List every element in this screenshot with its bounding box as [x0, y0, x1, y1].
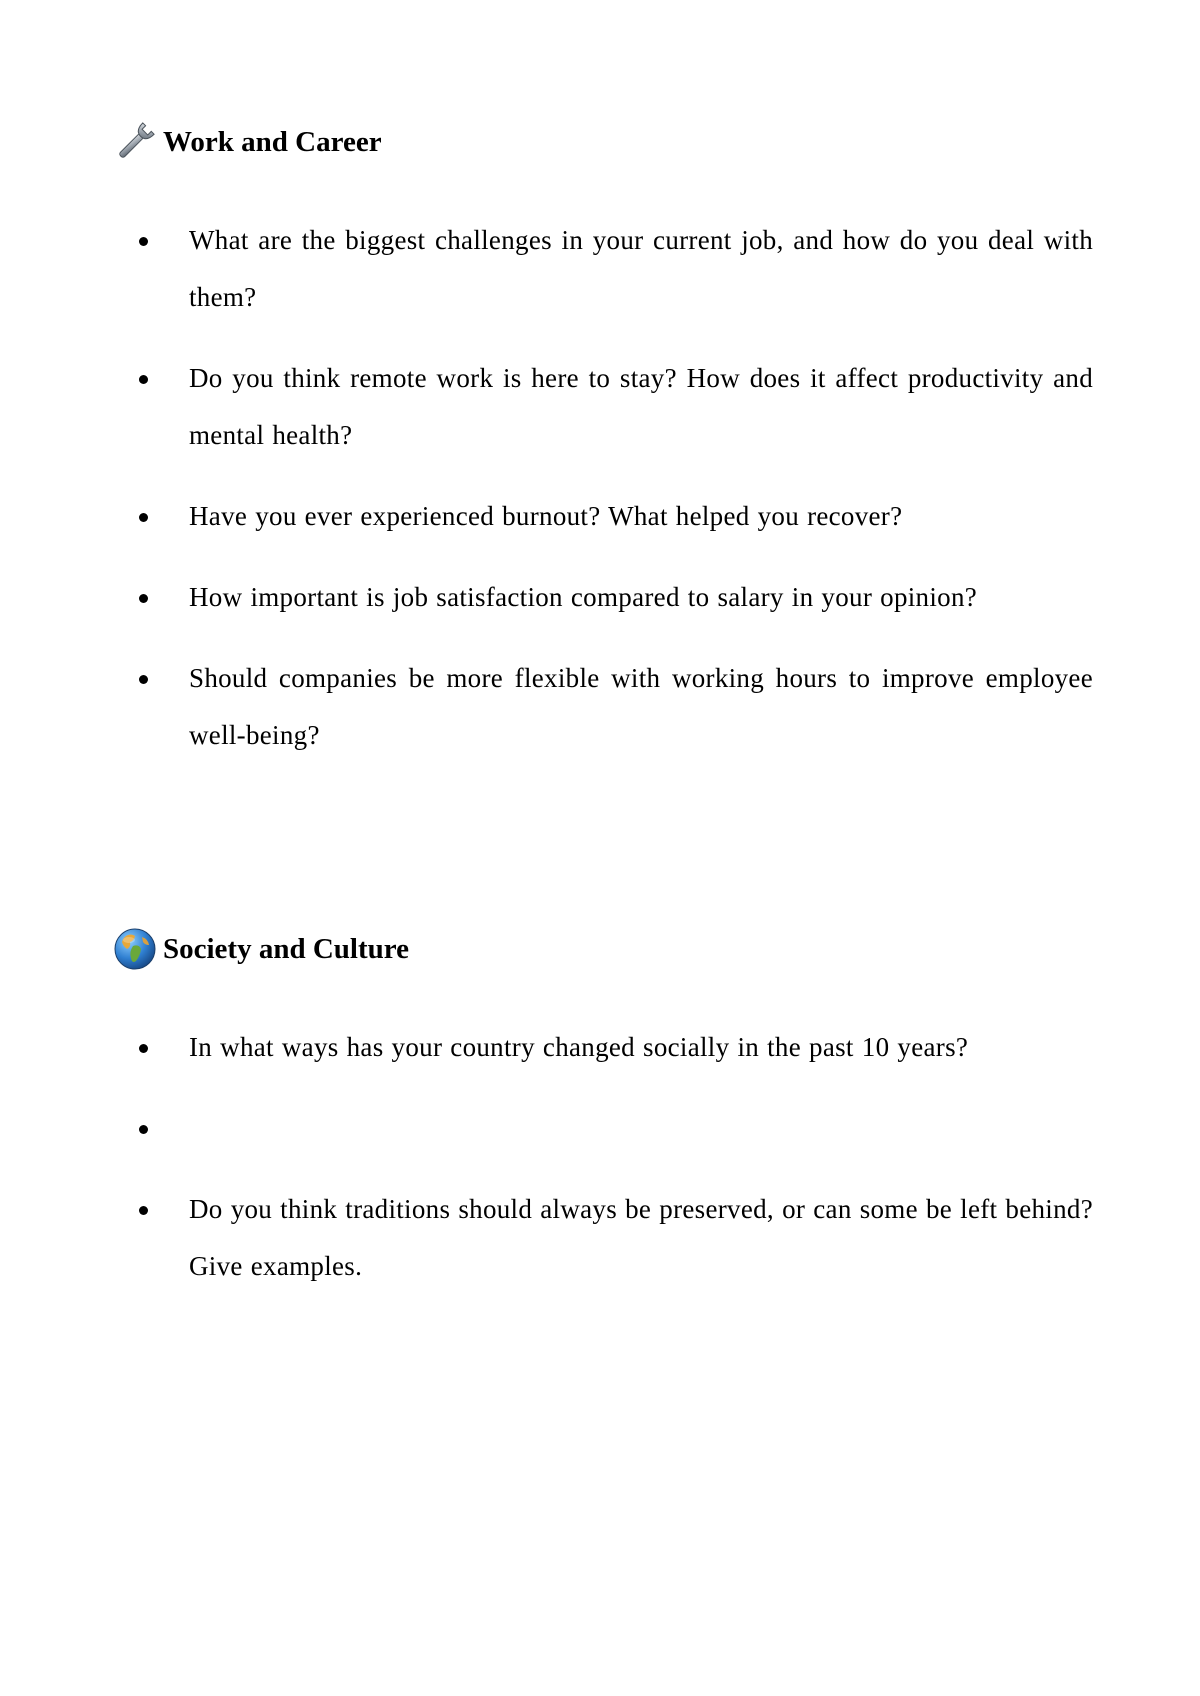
bullet-icon	[139, 237, 148, 246]
section-title: Society and Culture	[163, 932, 409, 965]
question-list	[113, 1019, 1093, 1295]
list-item	[113, 650, 1093, 764]
section-work-and-career	[113, 118, 1093, 764]
question-text: What are the biggest challenges in your current job, and how do you deal with them?	[189, 225, 1093, 312]
section-title: Work and Career	[163, 125, 382, 158]
question-text: Do you think traditions should always be preserved, or can some be left behind? Give examples.	[189, 1194, 1093, 1281]
list-item	[113, 488, 1093, 545]
bullet-icon	[139, 594, 148, 603]
section-heading	[113, 925, 1093, 973]
section-society-and-culture	[113, 925, 1093, 1295]
list-item	[113, 1019, 1093, 1076]
section-heading	[113, 118, 1093, 166]
bullet-icon	[139, 1044, 148, 1053]
list-item	[113, 350, 1093, 464]
bullet-icon	[139, 1206, 148, 1215]
bullet-icon	[139, 375, 148, 384]
question-text: How important is job satisfaction compared to salary in your opinion?	[189, 582, 978, 612]
wrench-icon	[113, 120, 157, 164]
question-text: Have you ever experienced burnout? What helped you recover?	[189, 501, 903, 531]
question-list	[113, 212, 1093, 764]
list-item	[113, 212, 1093, 326]
bullet-icon	[139, 1125, 148, 1134]
question-text: Should companies be more flexible with working hours to improve employee well-being?	[189, 663, 1093, 750]
bullet-icon	[139, 675, 148, 684]
list-item	[113, 1100, 1093, 1157]
question-text: In what ways has your country changed socially in the past 10 years?	[189, 1032, 969, 1062]
globe-icon	[113, 927, 157, 971]
question-text: Do you think remote work is here to stay? How does it affect productivity and mental health?	[189, 363, 1093, 450]
bullet-icon	[139, 513, 148, 522]
list-item	[113, 1181, 1093, 1295]
list-item	[113, 569, 1093, 626]
